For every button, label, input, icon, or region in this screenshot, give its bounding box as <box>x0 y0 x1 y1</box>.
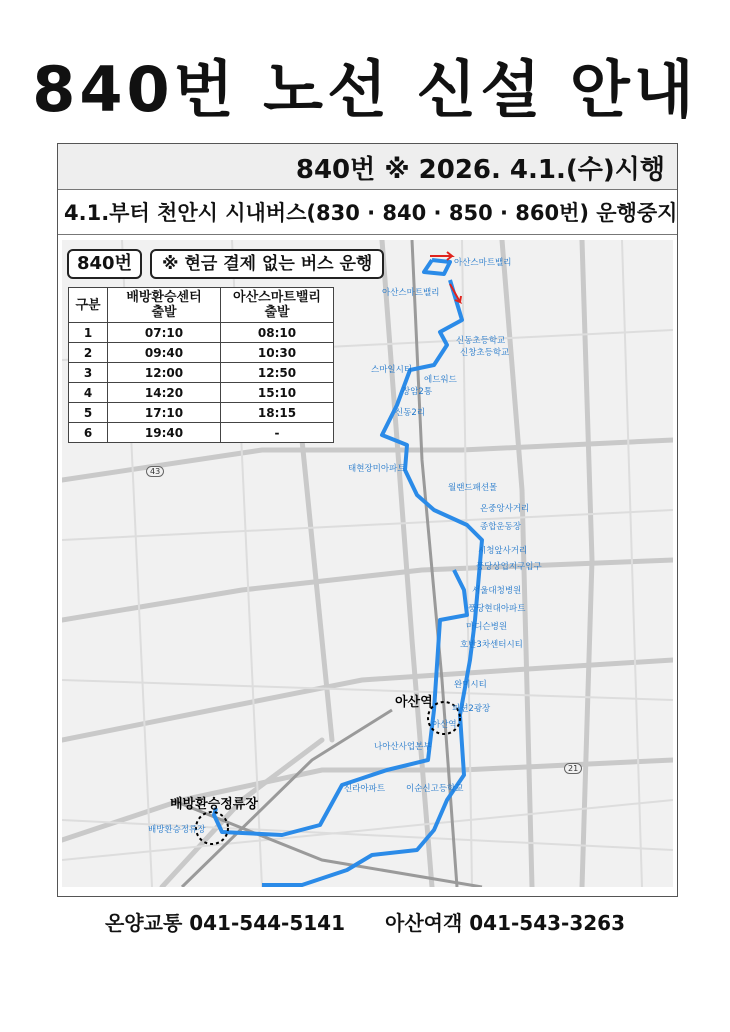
timetable-row <box>69 323 334 343</box>
page-title: 840번 노선 신설 안내 <box>32 53 698 126</box>
timetable-header: 배방환승센터 출발 <box>108 288 221 323</box>
stop-label: 신라아파트 <box>344 784 386 794</box>
baebang-transfer-label: 배방환승정류장 <box>170 797 258 812</box>
cell: 4 <box>69 383 108 403</box>
cell: 19:40 <box>108 423 221 443</box>
stop-label: 온중앙사거리 <box>480 504 530 514</box>
timetable-header: 아산스마트밸리 출발 <box>221 288 334 323</box>
stop-label: 퍼션2광장 <box>452 704 491 714</box>
direction-arrow-icon <box>450 284 461 302</box>
road-number-badge: 43 <box>146 466 164 477</box>
timetable-row <box>69 403 334 423</box>
effective-date-text: 840번 ※ 2026. 4.1.(수)시행 <box>295 155 665 185</box>
contact-asan: 아산여객 041-543-3263 <box>385 911 626 935</box>
cell: 08:10 <box>221 323 334 343</box>
cell: 12:50 <box>221 363 334 383</box>
stop-label: 월랜드패션몰 <box>448 483 498 493</box>
stop-label: 나아산사업본부 <box>374 742 432 752</box>
timetable-header: 구분 <box>69 288 108 323</box>
stop-label: 에드워드 <box>424 375 457 385</box>
cell: 17:10 <box>108 403 221 423</box>
stop-label: 아산역 <box>432 720 457 730</box>
stop-label: 배방환승정류장 <box>148 825 206 835</box>
stop-label: 신창초등학교 <box>460 348 510 358</box>
stop-label: 시청앞사거리 <box>478 546 528 556</box>
cell: 18:15 <box>221 403 334 423</box>
route-number-tag: 840번 <box>67 249 142 279</box>
timetable-header-row <box>69 288 334 323</box>
stop-label: 태현장미아파트 <box>348 464 406 474</box>
timetable-row <box>69 343 334 363</box>
cell: 6 <box>69 423 108 443</box>
stop-label: 아산스마트밸리 <box>382 288 440 298</box>
cell: 14:20 <box>108 383 221 403</box>
stop-label: 이순신고등학교 <box>406 784 464 794</box>
stop-label: 풍당현대아파트 <box>468 604 526 614</box>
timetable <box>68 287 334 443</box>
stop-label: 완미시티 <box>454 680 487 690</box>
stop-label: 아산스마트밸리 <box>454 258 512 268</box>
stop-label: 서울대청병원 <box>472 586 522 596</box>
stop-label: 종합운동장 <box>480 522 522 532</box>
stop-label: 장암2통 <box>402 387 433 397</box>
cell: 12:00 <box>108 363 221 383</box>
stop-label: 풍당상업지구입구 <box>476 562 542 572</box>
cell: 10:30 <box>221 343 334 363</box>
cell: - <box>221 423 334 443</box>
notice-panel <box>57 143 678 897</box>
suspension-notice-text: 4.1.부터 천안시 시내버스(830 · 840 · 850 · 860번) 운행중지 <box>64 201 678 225</box>
timetable-row <box>69 363 334 383</box>
cashless-notice-tag: ※ 현금 결제 없는 버스 운행 <box>150 249 384 279</box>
cell: 3 <box>69 363 108 383</box>
cell: 07:10 <box>108 323 221 343</box>
stop-label: 스마일시티 <box>371 365 413 375</box>
road-number-badge: 21 <box>564 763 582 774</box>
stop-label: 마디슨병원 <box>466 622 508 632</box>
route-map <box>62 240 673 887</box>
contact-info <box>0 907 730 936</box>
cell: 09:40 <box>108 343 221 363</box>
timetable-row <box>69 423 334 443</box>
cell: 5 <box>69 403 108 423</box>
contact-onyang: 온양교통 041-544-5141 <box>104 911 345 935</box>
stop-label: 신동초등학교 <box>456 336 506 346</box>
asan-station-label: 아산역 <box>395 695 433 710</box>
effective-date-header <box>58 144 677 190</box>
cell: 2 <box>69 343 108 363</box>
cell: 15:10 <box>221 383 334 403</box>
suspension-notice-header <box>58 190 677 235</box>
timetable-row <box>69 383 334 403</box>
cell: 1 <box>69 323 108 343</box>
stop-label: 호반3차센터시티 <box>460 640 523 650</box>
stop-label: 신동2리 <box>395 408 426 418</box>
